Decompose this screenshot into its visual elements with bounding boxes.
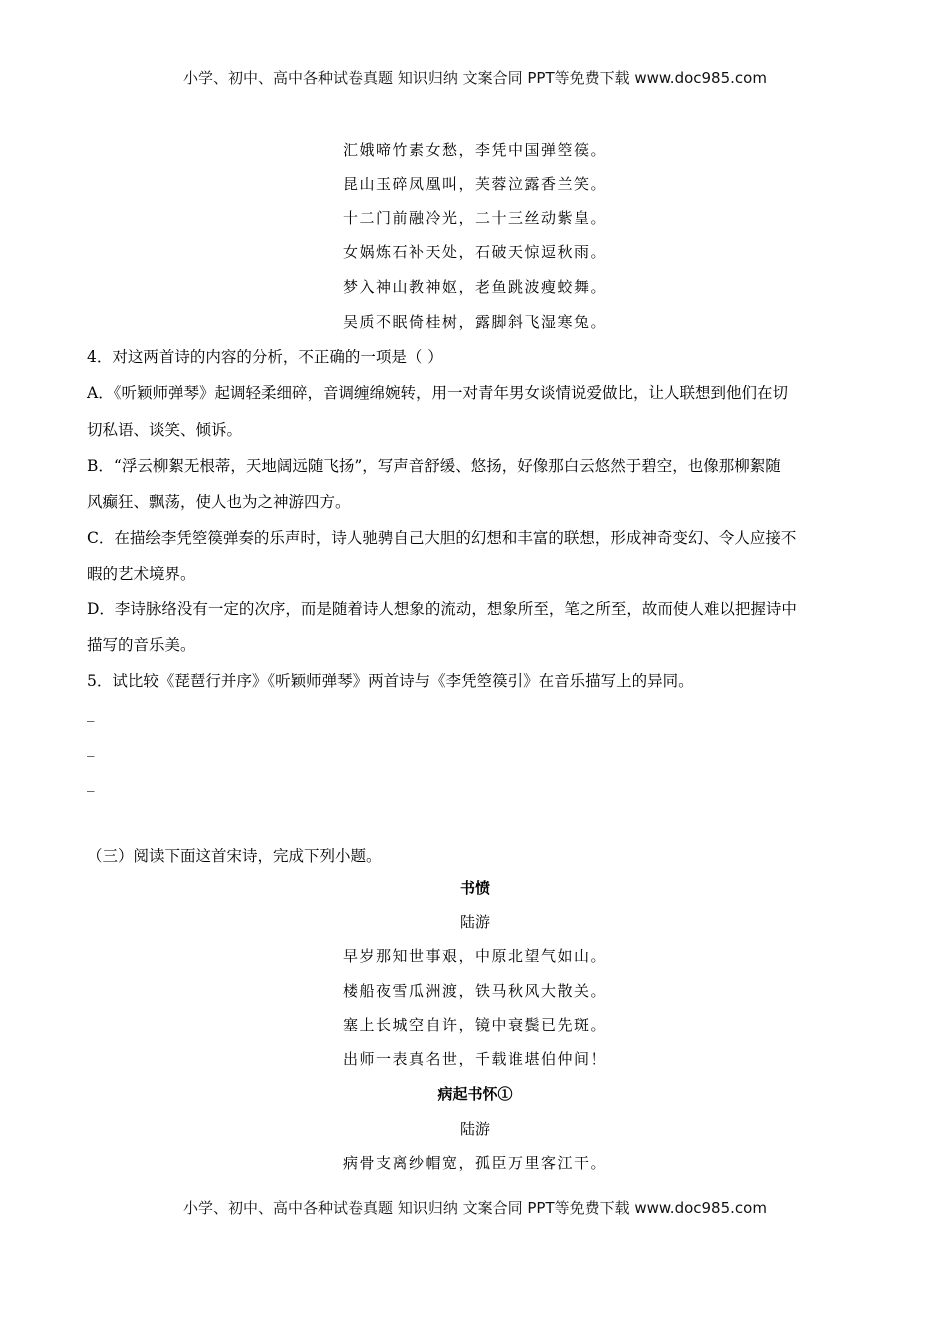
poem-author: 陆游	[459, 1120, 490, 1138]
poem-line: 吴质不眠倚桂树，露脚斜飞湿寒兔。	[342, 313, 607, 331]
section-3-heading: （三）阅读下面这首宋诗，完成下列小题。	[87, 847, 382, 865]
poem-line: 楼船夜雪瓜洲渡，铁马秋风大散关。	[342, 982, 607, 1000]
option-d-line-1: D．李诗脉络没有一定的次序，而是随着诗人想象的流动，想象所至，笔之所至，故而使人难以把握诗中	[87, 600, 797, 618]
option-c-line-2: 暇的艺术境界。	[87, 565, 196, 583]
poem-author: 陆游	[459, 913, 490, 931]
poem-title: 病起书怀①	[437, 1085, 513, 1103]
option-a-line-2: 切私语、谈笑、倾诉。	[87, 421, 243, 439]
option-d-line-2: 描写的音乐美。	[87, 636, 196, 654]
poem-line: 汇娥啼竹素女愁，李凭中国弹箜篌。	[342, 141, 607, 159]
poem-line: 十二门前融冷光，二十三丝动紫皇。	[342, 209, 607, 227]
answer-line: _	[87, 739, 95, 757]
poem-line: 塞上长城空自许，镜中衰鬓已先斑。	[342, 1016, 607, 1034]
poem-line: 早岁那知世事艰，中原北望气如山。	[342, 947, 607, 965]
option-a-line-1: A．《听颖师弹琴》起调轻柔细碎，音调缠绵婉转，用一对青年男女谈情说爱做比，让人联想到他们在切	[87, 384, 788, 402]
poem-line: 女娲炼石补天处，石破天惊逗秋雨。	[342, 243, 607, 261]
question-4-stem: 4．对这两首诗的内容的分析，不正确的一项是（ ）	[87, 348, 443, 366]
poem-line: 出师一表真名世，千载谁堪伯仲间！	[342, 1050, 607, 1068]
answer-line: _	[87, 774, 95, 792]
page-footer: 小学、初中、高中各种试卷真题 知识归纳 文案合同 PPT等免费下载 www.doc985.com	[183, 1199, 767, 1217]
answer-line: _	[87, 704, 95, 722]
poem-title: 书愤	[459, 879, 490, 897]
poem-line: 梦入神山教神妪，老鱼跳波瘦蛟舞。	[342, 278, 607, 296]
poem-line: 昆山玉碎凤凰叫，芙蓉泣露香兰笑。	[342, 175, 607, 193]
option-b-line-1: B．“浮云柳絮无根蒂，天地阔远随飞扬”，写声音舒缓、悠扬，好像那白云悠然于碧空，也像那柳絮随	[87, 457, 781, 475]
poem-line: 病骨支离纱帽宽，孤臣万里客江干。	[342, 1154, 607, 1172]
option-b-line-2: 风癫狂、飘荡，使人也为之神游四方。	[87, 493, 351, 511]
option-c-line-1: C．在描绘李凭箜篌弹奏的乐声时，诗人驰骋自己大胆的幻想和丰富的联想，形成神奇变幻、令人应接不	[87, 529, 797, 547]
page-header: 小学、初中、高中各种试卷真题 知识归纳 文案合同 PPT等免费下载 www.doc985.com	[183, 69, 767, 87]
question-5: 5．试比较《琵琶行并序》《听颖师弹琴》两首诗与《李凭箜篌引》在音乐描写上的异同。	[87, 672, 694, 690]
